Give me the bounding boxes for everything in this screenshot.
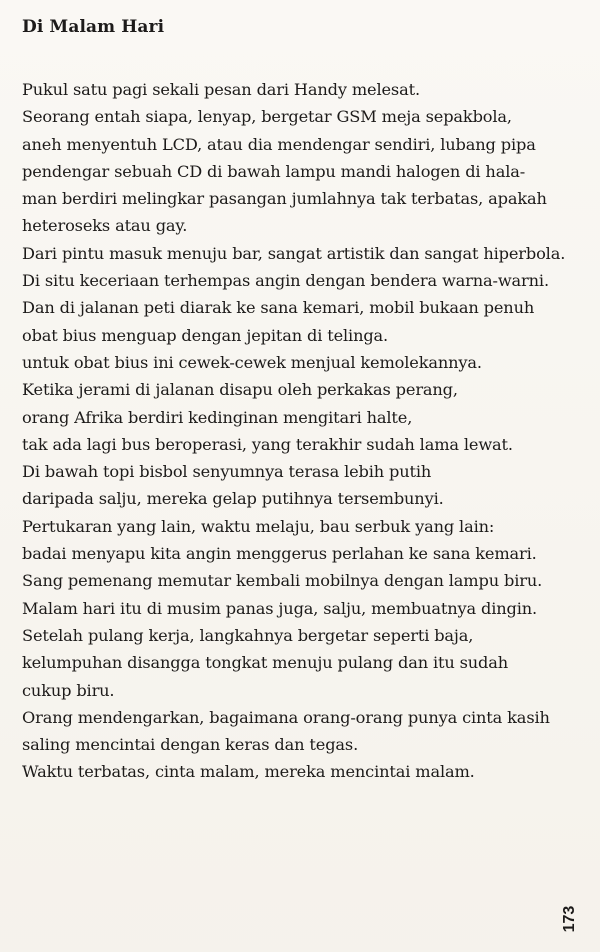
poem-line: obat bius menguap dengan jepitan di telinga. (22, 325, 389, 345)
poem-line: pendengar sebuah CD di bawah lampu mandi halogen di hala- (22, 161, 526, 181)
page-number: 173 (561, 905, 578, 933)
poem-line: cukup biru. (22, 680, 115, 700)
poem-line: Pukul satu pagi sekali pesan dari Handy melesat. (22, 80, 420, 99)
poem-line: Malam hari itu di musim panas juga, salju, membuatnya dingin. (22, 598, 538, 618)
poem-line: Orang mendengarkan, bagaimana orang-orang punya cinta kasih (22, 707, 550, 727)
poem-line: tak ada lagi bus beroperasi, yang terakhir sudah lama lewat. (22, 434, 513, 454)
poem-line: Setelah pulang kerja, langkahnya bergetar seperti baja, (22, 625, 474, 645)
poem-line: Sang pemenang memutar kembali mobilnya dengan lampu biru. (22, 571, 543, 591)
poem-line: badai menyapu kita angin menggerus perlahan ke sana kemari. (22, 544, 537, 564)
poem-line: daripada salju, mereka gelap putihnya tersembunyi. (22, 489, 444, 509)
poem-line: Di situ keceriaan terhempas angin dengan bendera warna-warni. (22, 271, 549, 291)
poem-line: saling mencintai dengan keras dan tegas. (22, 735, 359, 755)
poem-line: Waktu terbatas, cinta malam, mereka mencintai malam. (22, 762, 475, 782)
poem-line: man berdiri melingkar pasangan jumlahnya tak terbatas, apakah (22, 189, 547, 209)
poem-line: Pertukaran yang lain, waktu melaju, bau serbuk yang lain: (22, 516, 495, 536)
poem-line: orang Afrika berdiri kedinginan mengitari halte, (22, 407, 413, 427)
poem-line: kelumpuhan disangga tongkat menuju pulang dan itu sudah (22, 653, 509, 673)
poem-line: heteroseks atau gay. (22, 216, 188, 236)
poem-line: Di bawah topi bisbol senyumnya terasa lebih putih (22, 462, 432, 482)
poem-body (22, 76, 582, 786)
poem-line: Dan di jalanan peti diarak ke sana kemari, mobil bukaan penuh (22, 298, 535, 318)
poem-line: untuk obat bius ini cewek-cewek menjual kemolekannya. (22, 352, 482, 372)
poem-line: Seorang entah siapa, lenyap, bergetar GSM meja sepakbola, (22, 107, 512, 127)
poem-title: Di Malam Hari (22, 17, 165, 37)
poem-line: Ketika jerami di jalanan disapu oleh perkakas perang, (22, 380, 458, 400)
poem-line: Dari pintu masuk menuju bar, sangat artistik dan sangat hiperbola. (22, 243, 566, 263)
poem-line: aneh menyentuh LCD, atau dia mendengar sendiri, lubang pipa (22, 134, 536, 154)
